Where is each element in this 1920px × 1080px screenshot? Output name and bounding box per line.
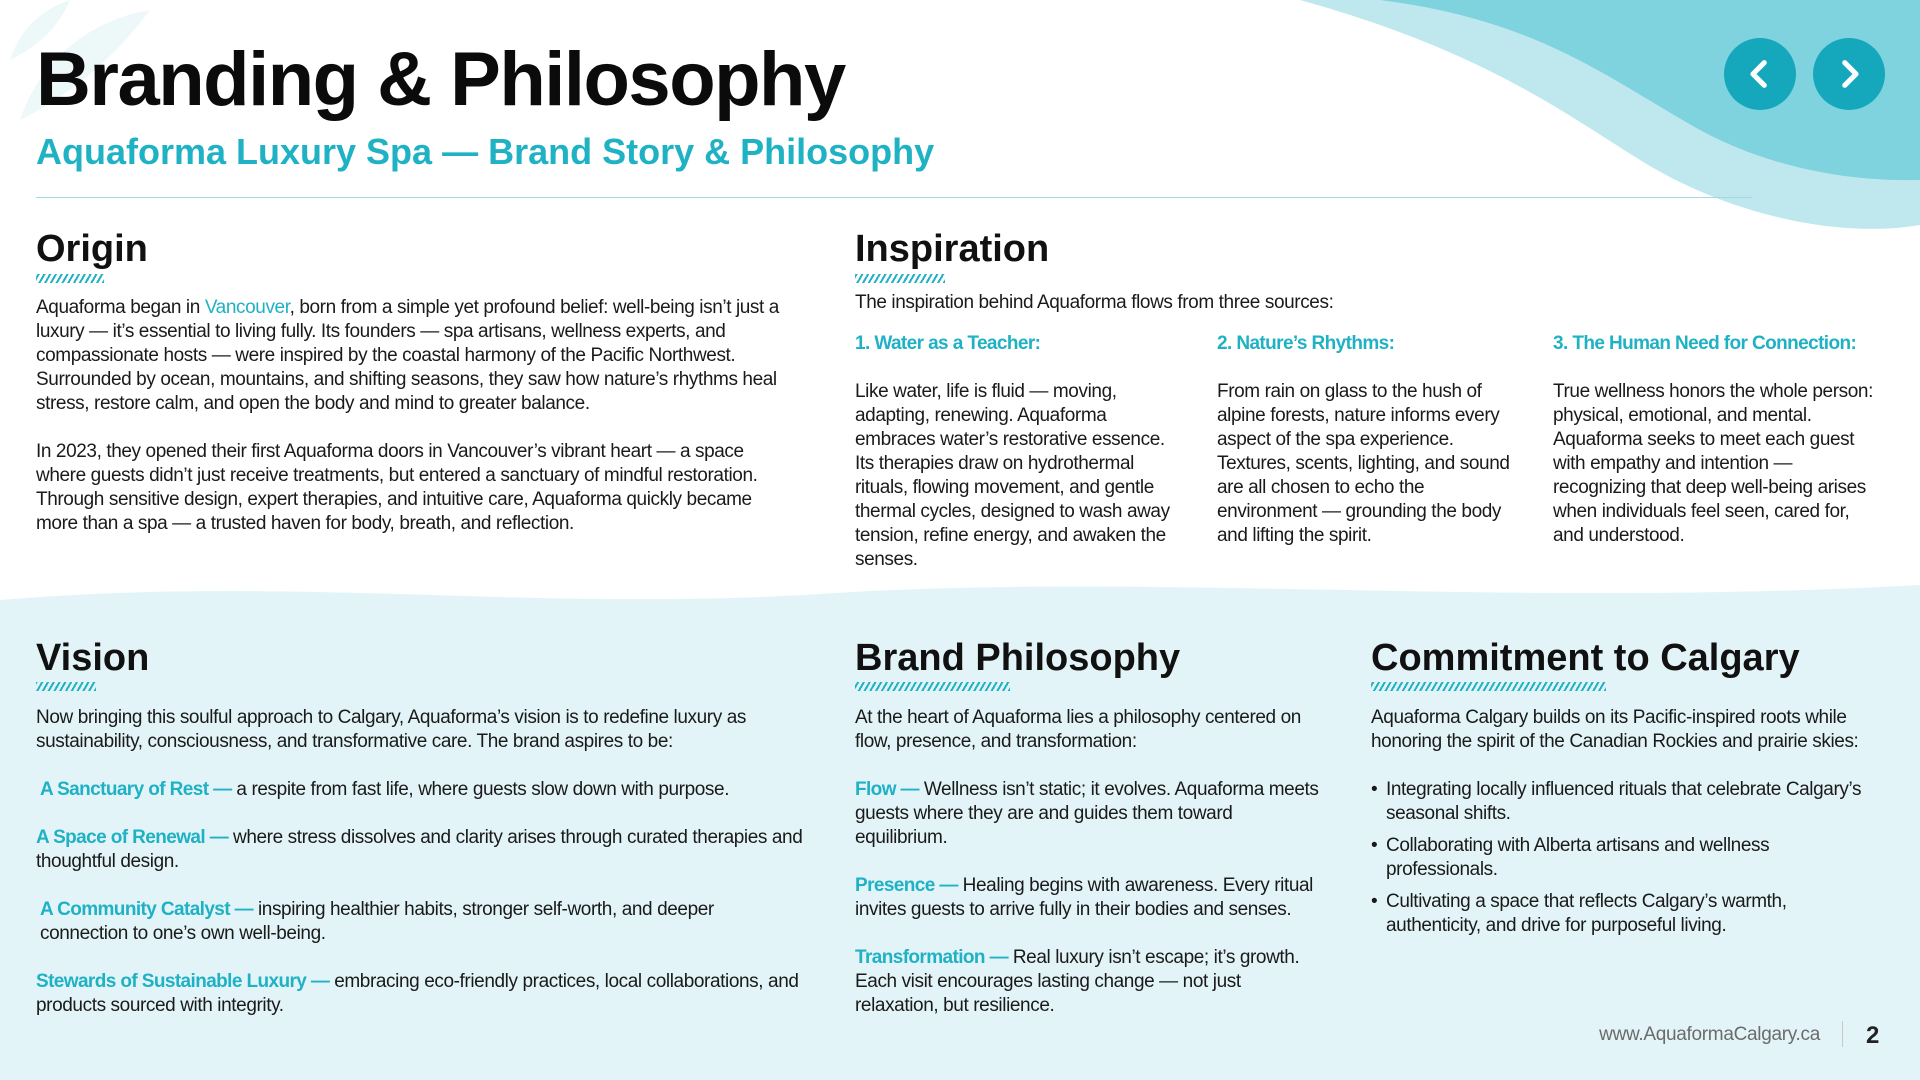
inspiration-column-1 [855,332,1185,572]
inspiration-column-title: 1. Water as a Teacher: [855,333,1041,354]
header-divider [36,197,1752,198]
inspiration-column-title: 3. The Human Need for Connection: [1553,333,1857,354]
inspiration-heading-underline [855,274,945,283]
philosophy-intro: At the heart of Aquaforma lies a philosophy centered on flow, presence, and transformation: [855,707,1301,752]
inspiration-heading: Inspiration [855,228,1050,270]
calgary-bullet: • Collaborating with Alberta artisans and wellness professionals. [1371,834,1881,882]
inspiration-column-text: True wellness honors the whole person: physical, emotional, and mental. Aquaforma seeks to meet each guest with empathy and intention — recognizing that deep well-being arises when individuals feel seen, cared for, and understood. [1553,381,1873,546]
origin-heading-underline [36,274,104,283]
vision-heading: Vision [36,637,150,679]
page-title: Branding & Philosophy [36,37,845,122]
origin-paragraph-2: In 2023, they opened their first Aquaforma doors in Vancouver’s vibrant heart — a space where guests didn’t just receive treatments, but entered a sanctuary of mindful restoration. Through sensitive design, expert therapies, and intuitive care, Aquaforma quickly became more than a spa — a trusted haven for body, breath, and reflection. [36,441,758,534]
calgary-bullet: • Cultivating a space that reflects Calgary’s warmth, authenticity, and drive for purposeful living. [1371,890,1881,938]
inspiration-column-3 [1553,332,1883,548]
inspiration-column-text: From rain on glass to the hush of alpine forests, nature informs every aspect of the spa experience. Textures, scents, lighting, and sound are all chosen to echo the environment — grounding the body and lifting the spirit. [1217,381,1510,546]
philosophy-item: Presence — Healing begins with awareness. Every ritual invites guests to arrive fully in their bodies and senses. [855,875,1313,920]
inspiration-column-2 [1217,332,1527,548]
chevron-left-icon [1743,57,1777,91]
inspiration-intro: The inspiration behind Aquaforma flows from three sources: [855,292,1334,313]
vision-heading-underline [36,682,96,691]
inspiration-column-text: Like water, life is fluid — moving, adapting, renewing. Aquaforma embraces water’s restorative essence. Its therapies draw on hydrothermal rituals, flowing movement, and gentle thermal cycles, designed to wash away tension, refine energy, and awaken the senses. [855,381,1170,570]
footer-divider [1842,1021,1843,1047]
philosophy-heading-underline [855,682,1010,691]
philosophy-item: Transformation — Real luxury isn’t escape; it’s growth. Each visit encourages lasting change — not just relaxation, but resilience. [855,947,1300,1016]
next-slide-button[interactable] [1813,38,1885,110]
philosophy-text [855,706,1325,1042]
origin-paragraph-1: Aquaforma began in Vancouver, born from a simple yet profound belief: well-being isn’t just a luxury — it’s essential to living fully. Its founders — spa artisans, wellness experts, and compassionate hosts — were inspired by the coastal harmony of the Pacific Northwest. Surrounded by ocean, mountains, and shifting seasons, they saw how nature’s rhythms heal stress, restore calm, and open the body and mind to greater balance. [36,297,779,414]
inspiration-column-title: 2. Nature’s Rhythms: [1217,333,1395,354]
vision-text [36,706,806,1042]
philosophy-item: Flow — Wellness isn’t static; it evolves. Aquaforma meets guests where they are and guides them toward equilibrium. [855,779,1319,848]
vision-item: A Community Catalyst — inspiring healthier habits, stronger self-worth, and deeper connection to one’s own well-being. [40,899,714,944]
origin-text [36,296,796,560]
calgary-bullet-list [1371,778,1881,938]
page-subtitle: Aquaforma Luxury Spa — Brand Story & Philosophy [36,131,935,172]
calgary-heading: Commitment to Calgary [1371,637,1800,679]
calgary-text [1371,706,1881,946]
vision-item: Stewards of Sustainable Luxury — embracing eco-friendly practices, local collaborations, and products sourced with integrity. [36,971,799,1016]
vision-item: A Sanctuary of Rest — a respite from fast life, where guests slow down with purpose. [40,779,730,800]
origin-heading: Origin [36,228,148,270]
calgary-intro: Aquaforma Calgary builds on its Pacific-inspired roots while honoring the spirit of the Canadian Rockies and prairie skies: [1371,707,1859,752]
vision-intro: Now bringing this soulful approach to Calgary, Aquaforma’s vision is to redefine luxury as sustainability, consciousness, and transformative care. The brand aspires to be: [36,707,746,752]
calgary-bullet: • Integrating locally influenced rituals that celebrate Calgary’s seasonal shifts. [1371,778,1881,826]
website-url: www.AquaformaCalgary.ca [1599,1024,1820,1045]
philosophy-heading: Brand Philosophy [855,637,1181,679]
chevron-right-icon [1832,57,1866,91]
previous-slide-button[interactable] [1724,38,1796,110]
page-number: 2 [1866,1022,1880,1049]
vision-item: A Space of Renewal — where stress dissolves and clarity arises through curated therapies and thoughtful design. [36,827,803,872]
vancouver-link: Vancouver [204,297,290,318]
calgary-heading-underline [1371,682,1606,691]
